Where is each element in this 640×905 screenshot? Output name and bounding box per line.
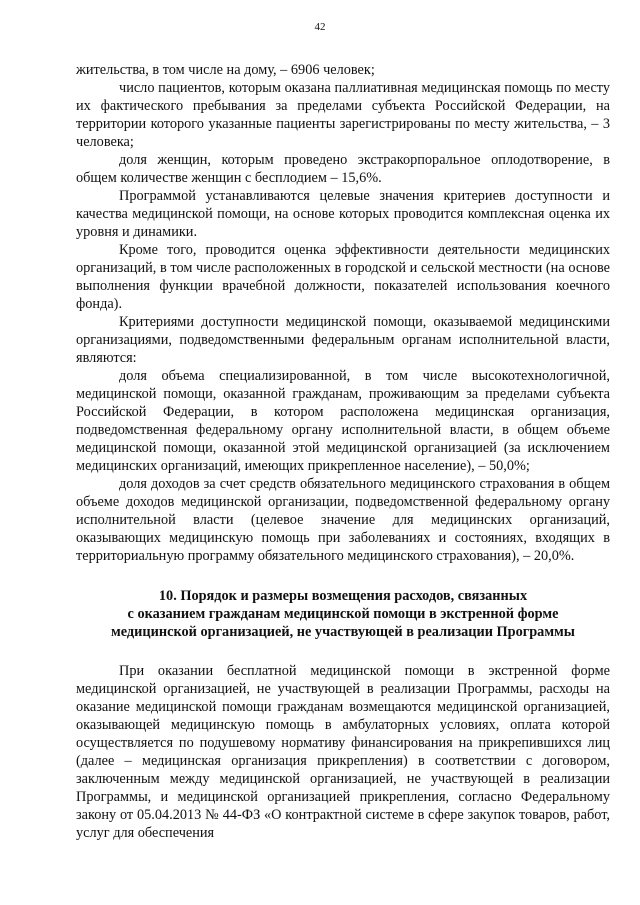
section-heading — [76, 587, 610, 641]
section-heading-line-3: медицинской организацией, не участвующей в реализации Программы — [111, 624, 575, 640]
paragraph-efficiency-assessment: Кроме того, проводится оценка эффективности деятельности медицинских организаций, в том числе расположенных в городской и сельской местности (на основе выполнения функции врачебной должности, показателей использования коечного фонда). — [76, 242, 610, 312]
page-body — [76, 61, 610, 842]
page-number: 42 — [314, 21, 326, 33]
section-heading-line-1: 10. Порядок и размеры возмещения расходов, связанных — [158, 588, 528, 604]
paragraph-continuation: жительства, в том числе на дому, – 6906 человек; — [76, 62, 375, 78]
section-heading-line-2: с оказанием гражданам медицинской помощи в экстренной форме — [127, 606, 559, 622]
paragraph-ivf-share: доля женщин, которым проведено экстракорпоральное оплодотворение, в общем количестве женщин с бесплодием – 15,6%. — [76, 152, 610, 186]
paragraph-target-values: Программой устанавливаются целевые значения критериев доступности и качества медицинской помощи, на основе которых проводится комплексная оценка их уровня и динамики. — [76, 188, 610, 240]
paragraph-palliative-outside-region: число пациентов, которым оказана паллиативная медицинская помощь по месту их фактического пребывания за пределами субъекта Российской Федерации, на территории которого указанные пациенты зарегистрированы по месту жительства, – 3 человека; — [76, 80, 610, 150]
paragraph-oms-income-share: доля доходов за счет средств обязательного медицинского страхования в общем объеме доходов медицинской организации, подведомственной федеральному органу исполнительной власти (целевое значение для медицинских организаций, оказывающих медицинскую помощь при заболеваниях и состояниях, входящих в территориальную программу обязательного медицинского страхования), – 20,0%. — [76, 476, 610, 564]
paragraph-emergency-reimbursement: При оказании бесплатной медицинской помощи в экстренной форме медицинской организацией, не участвующей в реализации Программы, расходы на оказание медицинской помощи гражданам возмещаются медицинской организацией, оказывающей медицинскую помощь в амбулаторных условиях, оплата которой осуществляется по подушевому нормативу финансирования на прикрепившихся лиц (далее – медицинская организация прикрепления) в соответствии с договором, заключенным между медицинской организацией, не участвующей в реализации Программы, и медицинской организацией прикрепления, согласно Федеральному закону от 05.04.2013 № 44-ФЗ «О контрактной системе в сфере закупок товаров, работ, услуг для обеспечения — [76, 663, 610, 841]
paragraph-specialized-care-share: доля объема специализированной, в том числе высокотехнологичной, медицинской помощи, оказанной гражданам, проживающим за пределами субъекта Российской Федерации, в котором расположена медицинская организация, подведомственная федеральному органу исполнительной власти, в общем объеме медицинской помощи, оказанной этой медицинской организацией (за исключением медицинских организаций, имеющих прикрепленное население), – 50,0%; — [76, 368, 610, 474]
paragraph-federal-criteria: Критериями доступности медицинской помощи, оказываемой медицинскими организациями, подведомственными федеральным органам исполнительной власти, являются: — [76, 314, 610, 366]
